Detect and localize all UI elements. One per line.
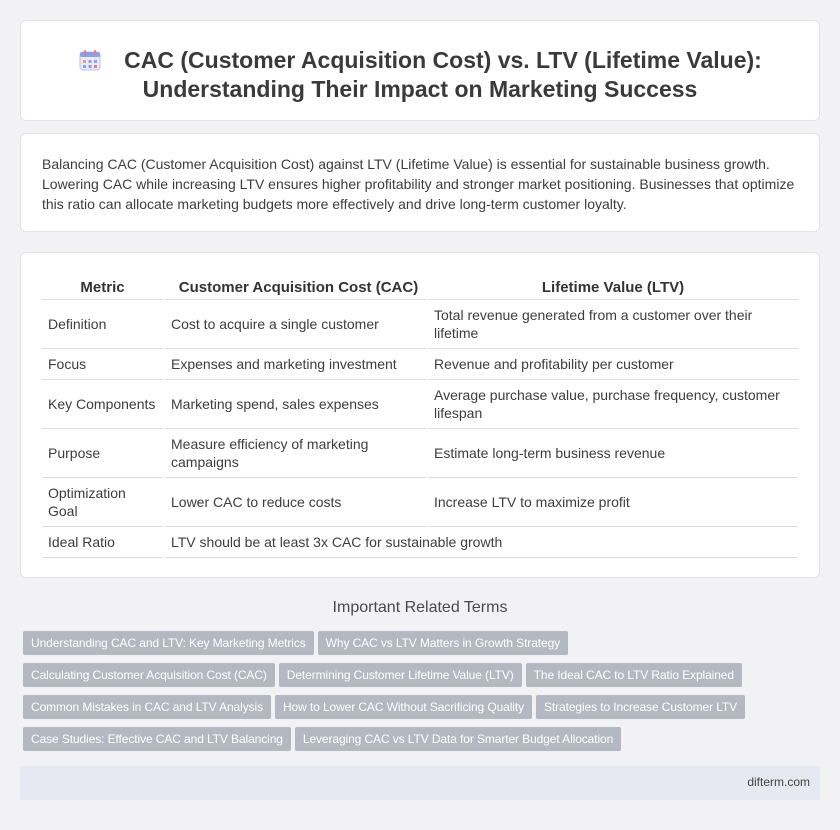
related-term-tag[interactable]: Common Mistakes in CAC and LTV Analysis (23, 695, 271, 719)
table-row (42, 379, 798, 428)
comparison-table-card (20, 252, 820, 578)
cell-metric: Purpose (42, 428, 164, 477)
header-card (20, 20, 820, 121)
cell-merged: LTV should be at least 3x CAC for sustainable growth (164, 526, 798, 557)
tag-row (23, 631, 803, 663)
cell-ltv: Revenue and profitability per customer (427, 348, 798, 379)
related-term-tag[interactable]: Calculating Customer Acquisition Cost (CAC) (23, 663, 275, 687)
table-row (42, 348, 798, 379)
page-title (61, 46, 779, 104)
related-term-tag[interactable]: How to Lower CAC Without Sacrificing Quality (275, 695, 532, 719)
related-term-tag[interactable]: Determining Customer Lifetime Value (LTV) (279, 663, 522, 687)
cell-metric: Focus (42, 348, 164, 379)
cell-cac: Expenses and marketing investment (164, 348, 427, 379)
footer-site-link[interactable]: difterm.com (747, 775, 810, 789)
cell-cac: Measure efficiency of marketing campaigns (164, 428, 427, 477)
intro-card (20, 133, 820, 232)
related-term-tag[interactable]: The Ideal CAC to LTV Ratio Explained (526, 663, 742, 687)
table-row (42, 477, 798, 526)
page-title-text: CAC (Customer Acquisition Cost) vs. LTV (Lifetime Value): Understanding Their Impact on Marketing Success (124, 47, 762, 102)
cell-cac: Marketing spend, sales expenses (164, 379, 427, 428)
cell-metric: Key Components (42, 379, 164, 428)
cell-ltv: Total revenue generated from a customer over their lifetime (427, 299, 798, 348)
intro-text: Balancing CAC (Customer Acquisition Cost) against LTV (Lifetime Value) is essential for sustainable business growth. Lowering CAC while increasing LTV ensures higher profitability and stronger market positioning. Businesses that optimize this ratio can allocate marketing budgets more effectively and drive long-term customer loyalty. (42, 156, 795, 212)
cell-cac: Lower CAC to reduce costs (164, 477, 427, 526)
table-row (42, 526, 798, 557)
cell-metric: Definition (42, 299, 164, 348)
related-term-tag[interactable]: Strategies to Increase Customer LTV (536, 695, 745, 719)
tag-row (23, 727, 803, 759)
table-row (42, 299, 798, 348)
tag-row (23, 695, 803, 727)
header-ltv: Lifetime Value (LTV) (427, 271, 798, 299)
cell-metric: Ideal Ratio (42, 526, 164, 557)
tag-row (23, 663, 803, 695)
related-term-tag[interactable]: Case Studies: Effective CAC and LTV Balancing (23, 727, 291, 751)
related-terms-title: Important Related Terms (332, 599, 508, 616)
related-terms-list (23, 631, 803, 759)
cell-cac: Cost to acquire a single customer (164, 299, 427, 348)
related-term-tag[interactable]: Leveraging CAC vs LTV Data for Smarter Budget Allocation (295, 727, 621, 751)
related-term-tag[interactable]: Why CAC vs LTV Matters in Growth Strategy (318, 631, 568, 655)
header-metric: Metric (42, 271, 164, 299)
comparison-table (42, 271, 798, 558)
cell-ltv: Estimate long-term business revenue (427, 428, 798, 477)
calendar-icon (78, 49, 102, 71)
related-term-tag[interactable]: Understanding CAC and LTV: Key Marketing Metrics (23, 631, 314, 655)
cell-ltv: Average purchase value, purchase frequency, customer lifespan (427, 379, 798, 428)
footer (20, 766, 820, 800)
header-cac: Customer Acquisition Cost (CAC) (164, 271, 427, 299)
table-header-row (42, 271, 798, 299)
table-row (42, 428, 798, 477)
cell-ltv: Increase LTV to maximize profit (427, 477, 798, 526)
cell-metric: Optimization Goal (42, 477, 164, 526)
